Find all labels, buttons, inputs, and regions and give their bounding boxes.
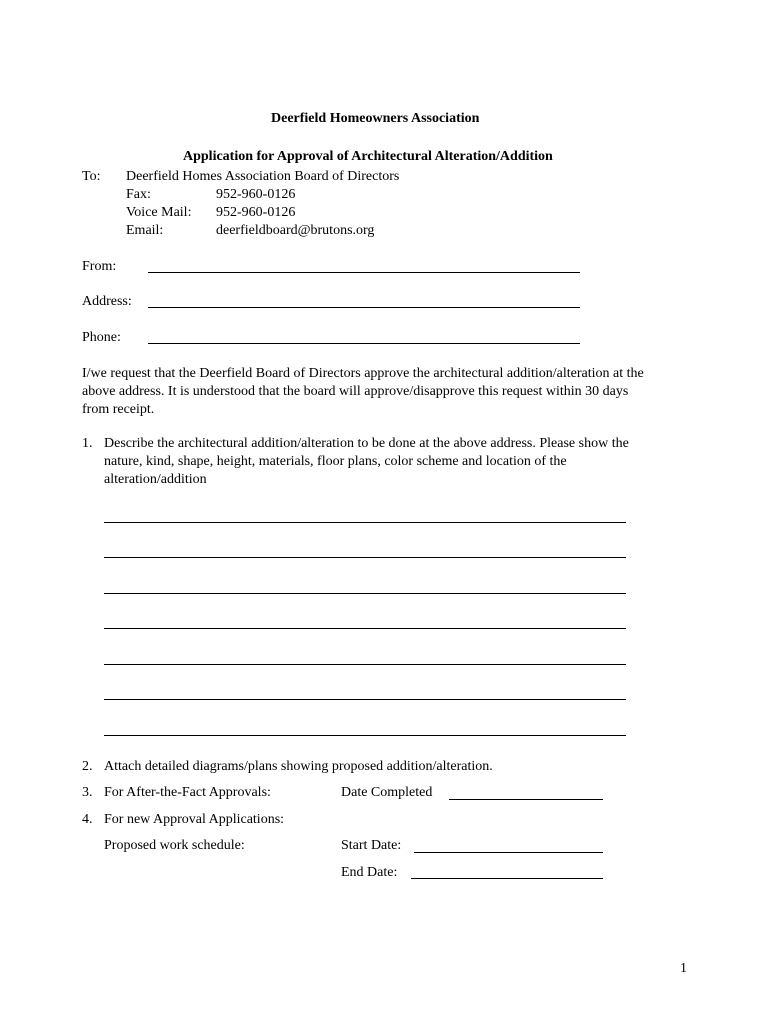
voicemail-label: Voice Mail:: [126, 205, 192, 220]
association-title: Deerfield Homeowners Association: [271, 111, 480, 126]
email-label: Email:: [126, 223, 164, 238]
item2-text: Attach detailed diagrams/plans showing proposed addition/alteration.: [104, 759, 493, 774]
item1-text-line2: nature, kind, shape, height, materials, floor plans, color scheme and location of the: [104, 454, 567, 469]
description-line-6[interactable]: [104, 699, 626, 700]
start-date-field-line[interactable]: [414, 852, 603, 853]
voicemail-value: 952-960-0126: [216, 205, 296, 220]
request-text-line1: I/we request that the Deerfield Board of Directors approve the architectural addition/alteration at the: [82, 366, 644, 381]
end-date-label: End Date:: [341, 865, 398, 880]
description-line-1[interactable]: [104, 522, 626, 523]
email-value: deerfieldboard@brutons.org: [216, 223, 375, 238]
start-date-label: Start Date:: [341, 838, 402, 853]
date-completed-label: Date Completed: [341, 785, 433, 800]
request-text-line3: from receipt.: [82, 402, 155, 417]
description-line-7[interactable]: [104, 735, 626, 736]
from-label: From:: [82, 259, 117, 274]
item3-number: 3.: [82, 785, 93, 800]
item3-text: For After-the-Fact Approvals:: [104, 785, 271, 800]
page-number: 1: [680, 961, 687, 976]
proposed-schedule-label: Proposed work schedule:: [104, 838, 245, 853]
description-line-3[interactable]: [104, 593, 626, 594]
phone-field-line[interactable]: [148, 343, 580, 344]
item4-number: 4.: [82, 812, 93, 827]
description-line-2[interactable]: [104, 557, 626, 558]
item1-text-line3: alteration/addition: [104, 472, 207, 487]
recipient-name: Deerfield Homes Association Board of Directors: [126, 169, 400, 184]
to-label: To:: [82, 169, 101, 184]
end-date-field-line[interactable]: [411, 878, 603, 879]
item2-number: 2.: [82, 759, 93, 774]
fax-value: 952-960-0126: [216, 187, 296, 202]
description-line-4[interactable]: [104, 628, 626, 629]
from-field-line[interactable]: [148, 272, 580, 273]
request-text-line2: above address. It is understood that the board will approve/disapprove this request within 30 days: [82, 384, 629, 399]
fax-label: Fax:: [126, 187, 151, 202]
address-field-line[interactable]: [148, 307, 580, 308]
item4-text: For new Approval Applications:: [104, 812, 285, 827]
description-line-5[interactable]: [104, 664, 626, 665]
date-completed-field-line[interactable]: [449, 799, 603, 800]
item1-number: 1.: [82, 436, 93, 451]
application-title: Application for Approval of Architectural Alteration/Addition: [183, 149, 553, 164]
phone-label: Phone:: [82, 330, 121, 345]
address-label: Address:: [82, 294, 132, 309]
item1-text-line1: Describe the architectural addition/alteration to be done at the above address. Please show the: [104, 436, 629, 451]
